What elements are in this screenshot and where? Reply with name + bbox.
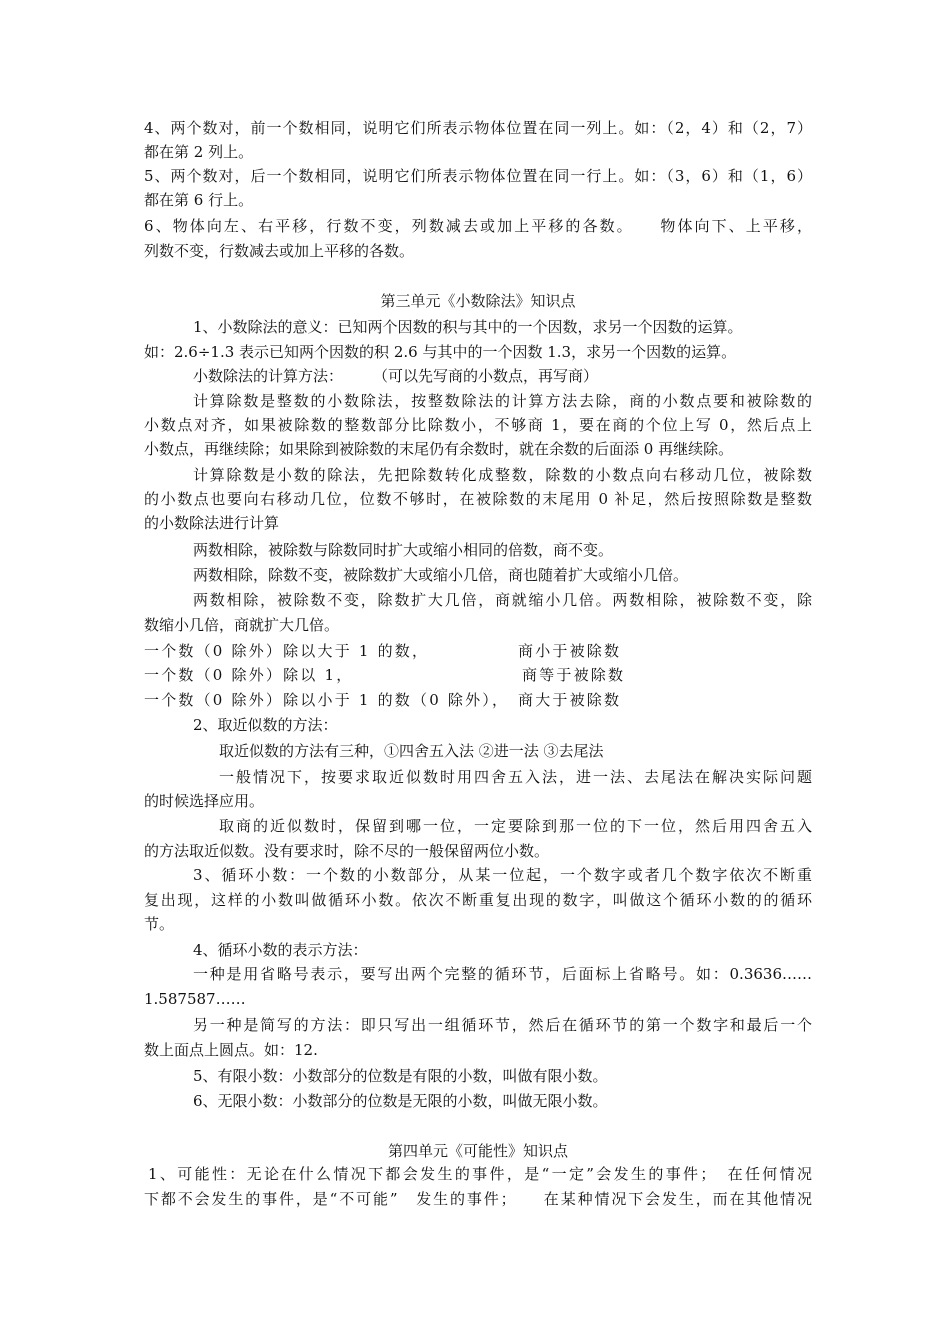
paragraph-line: 另一种是简写的方法：即只写出一组循环节，然后在循环节的第一个数字和最后一个	[193, 1016, 812, 1034]
paragraph-line: 4、两个数对，前一个数相同，说明它们所表示物体位置在同一列上。如：（2，4）和（2，7）	[144, 119, 812, 137]
paragraph-line: 两数相除，被除数不变，除数扩大几倍，商就缩小几倍。两数相除，被除数不变，除	[193, 591, 812, 609]
rule-left: 一个数（0 除外）除以 1，	[144, 666, 354, 684]
paragraph-line: 复出现，这样的小数叫做循环小数。依次不断重复出现的数字，叫做这个循环小数的的循环	[144, 891, 812, 909]
paragraph-line: 数上面点上圆点。如：12.	[144, 1041, 318, 1059]
paragraph-line: 3、循环小数：一个数的小数部分，从某一位起，一个数字或者几个数字依次不断重	[193, 866, 812, 884]
rule-left: 一个数（0 除外）除以大于 1 的数，	[144, 642, 430, 660]
paragraph-line: 1.587587……	[144, 990, 246, 1008]
paragraph-line: 节。	[144, 915, 175, 933]
paragraph-line: 小数除法的计算方法： （可以先写商的小数点，再写商）	[193, 367, 599, 385]
paragraph-line: 两数相除，被除数与除数同时扩大或缩小相同的倍数，商不变。	[193, 541, 614, 559]
paragraph-line: 如：2.6÷1.3 表示已知两个因数的积 2.6 与其中的一个因数 1.3，求另一个因数的运算。	[144, 343, 737, 361]
paragraph-line: 6、无限小数：小数部分的位数是无限的小数，叫做无限小数。	[193, 1092, 608, 1110]
paragraph-line: 2、取近似数的方法：	[193, 716, 338, 734]
paragraph-line: 1、小数除法的意义：已知两个因数的积与其中的一个因数，求另一个因数的运算。	[193, 318, 743, 336]
paragraph-line: 5、两个数对，后一个数相同，说明它们所表示物体位置在同一行上。如：（3，6）和（1，6）	[144, 167, 812, 185]
paragraph-line: 一种是用省略号表示，要写出两个完整的循环节，后面标上省略号。如：0.3636……	[193, 965, 812, 983]
paragraph-line: 的方法取近似数。没有要求时，除不尽的一般保留两位小数。	[144, 842, 550, 860]
paragraph-line: 下都不会发生的事件，是“不可能” 发生的事件； 在某种情况下会发生，而在其他情况	[144, 1190, 812, 1208]
paragraph-line: 的时候选择应用。	[144, 792, 265, 810]
paragraph-line: 1、可能性：无论在什么情况下都会发生的事件，是“一定”会发生的事件； 在任何情况	[148, 1165, 812, 1183]
paragraph-line: 两数相除，除数不变，被除数扩大或缩小几倍，商也随着扩大或缩小几倍。	[193, 566, 689, 584]
paragraph-line: 6、物体向左、右平移，行数不变，列数减去或加上平移的各数。 物体向下、上平移，	[144, 217, 812, 235]
paragraph-line: 取商的近似数时，保留到哪一位，一定要除到那一位的下一位，然后用四舍五入	[219, 817, 812, 835]
paragraph-line: 5、有限小数：小数部分的位数是有限的小数，叫做有限小数。	[193, 1067, 608, 1085]
paragraph-line: 小数点对齐，如果被除数的整数部分比除数小，不够商 1，要在商的个位上写 0，然后点上	[144, 416, 812, 434]
paragraph-line: 都在第 2 列上。	[144, 143, 254, 161]
paragraph-line: 一般情况下，按要求取近似数时用四舍五入法，进一法、去尾法在解决实际问题	[219, 768, 812, 786]
paragraph-line: 的小数点也要向右移动几位，位数不够时，在被除数的末尾用 0 补足，然后按照除数是整数	[144, 490, 812, 508]
paragraph-line: 列数不变，行数减去或加上平移的各数。	[144, 242, 415, 260]
paragraph-line: 计算除数是整数的小数除法，按整数除法的计算方法去除，商的小数点要和被除数的	[193, 392, 812, 410]
section-title: 第三单元《小数除法》知识点	[380, 292, 576, 310]
paragraph-line: 4、循环小数的表示方法：	[193, 941, 368, 959]
rule-left: 一个数（0 除外）除以小于 1 的数（0 除外），	[144, 691, 510, 709]
paragraph-line: 数缩小几倍，商就扩大几倍。	[144, 616, 340, 634]
rule-right: 商小于被除数	[518, 642, 622, 660]
paragraph-line: 都在第 6 行上。	[144, 191, 254, 209]
paragraph-line: 取近似数的方法有三种，①四舍五入法 ②进一法 ③去尾法	[219, 742, 604, 760]
rule-right: 商大于被除数	[518, 691, 622, 709]
paragraph-line: 计算除数是小数的除法，先把除数转化成整数，除数的小数点向右移动几位，被除数	[193, 466, 812, 484]
section-title: 第四单元《可能性》知识点	[387, 1142, 568, 1160]
paragraph-line: 小数点，再继续除；如果除到被除数的末尾仍有余数时，就在余数的后面添 0 再继续除。	[144, 440, 734, 458]
paragraph-line: 的小数除法进行计算	[144, 514, 280, 532]
rule-right: 商等于被除数	[522, 666, 626, 684]
